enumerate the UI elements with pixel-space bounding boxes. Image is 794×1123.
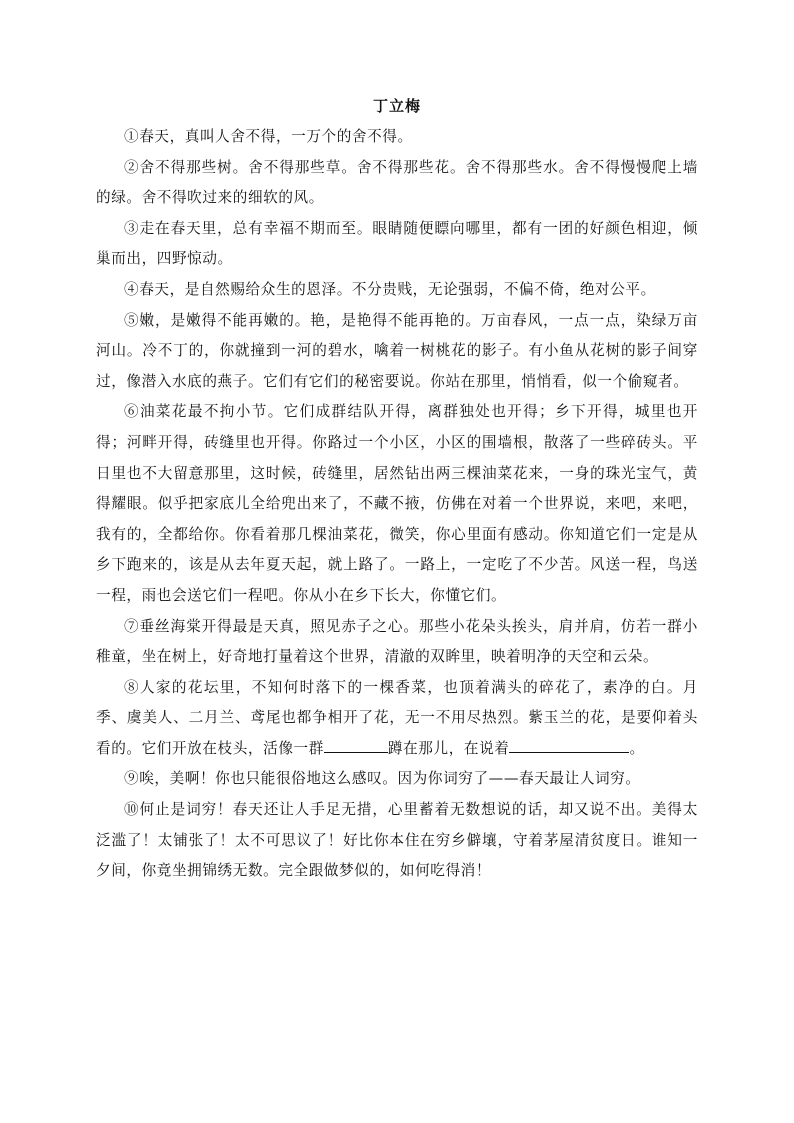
paragraph-5: ⑤嫩，是嫩得不能再嫩的。艳，是艳得不能再艳的。万亩春风，一点一点，染绿万亩河山。冷不丁的，你就撞到一河的碧水，噙着一树桃花的影子。有小鱼从花树的影子间穿过，像潜入水底的燕子。它们有它们的秘密要说。你站在那里，悄悄看，似一个偷窥者。 <box>96 311 698 390</box>
paragraph-8-part-b: 蹲在那儿，在说着 <box>387 739 510 757</box>
fill-in-blank-1[interactable] <box>324 736 388 753</box>
article-title: 丁立梅 <box>372 97 421 115</box>
paragraph-3: ③走在春天里，总有幸福不期而至。眼睛随便瞟向哪里，都有一团的好颜色相迎，倾巢而出，四野惊动。 <box>96 219 698 268</box>
paragraph-10: ⑩何止是词穷！春天还让人手足无措，心里蓄着无数想说的话，却又说不出。美得太泛滥了！太铺张了！太不可思议了！好比你本住在穷乡僻壤，守着茅屋清贫度日。谁知一夕间，你竟坐拥锦绣无数。完全跟做梦似的，如何吃得消！ <box>96 801 698 880</box>
paragraph-2: ②舍不得那些树。舍不得那些草。舍不得那些花。舍不得那些水。舍不得慢慢爬上墙的绿。舍不得吹过来的细软的风。 <box>96 158 698 207</box>
paragraph-9: ⑨唉，美啊！你也只能很俗地这么感叹。因为你词穷了——春天最让人词穷。 <box>124 770 641 788</box>
document-page <box>96 94 698 887</box>
paragraph-8-part-c: 。 <box>629 739 645 757</box>
paragraph-7: ⑦垂丝海棠开得最是天真，照见赤子之心。那些小花朵头挨头，肩并肩，仿若一群小稚童，坐在树上，好奇地打量着这个世界，清澈的双眸里，映着明净的天空和云朵。 <box>96 617 698 666</box>
paragraph-1: ①春天，真叫人舍不得，一万个的舍不得。 <box>124 128 413 145</box>
paragraph-8-part-a: ⑧人家的花坛里，不知何时落下的一棵香菜，也顶着满头的碎花了，素净的白。月季、虞美人、二月兰、鸢尾也都争相开了花，无一不用尽热烈。紫玉兰的花，是要仰着头看的。它们开放在枝头，活像一群 <box>96 678 698 757</box>
paragraph-4: ④春天，是自然赐给众生的恩泽。不分贵贱，无论强弱，不偏不倚，绝对公平。 <box>124 280 656 298</box>
fill-in-blank-2[interactable] <box>509 736 629 753</box>
paragraph-6: ⑥油菜花最不拘小节。它们成群结队开得，离群独处也开得；乡下开得，城里也开得；河畔开得，砖缝里也开得。你路过一个小区，小区的围墙根，散落了一些碎砖头。平日里也不大留意那里，这时候，砖缝里，居然钻出两三棵油菜花来，一身的珠光宝气，黄得耀眼。似乎把家底儿全给兜出来了，不藏不掖，仿佛在对着一个世界说，来吧，来吧，我有的，全都给你。你看着那几棵油菜花，微笑，你心里面有感动。你知道它们一定是从乡下跑来的，该是从去年夏天起，就上路了。一路上，一定吃了不少苦。风送一程，鸟送一程，雨也会送它们一程吧。你从小在乡下长大，你懂它们。 <box>96 403 698 604</box>
paragraph-8 <box>96 673 698 765</box>
